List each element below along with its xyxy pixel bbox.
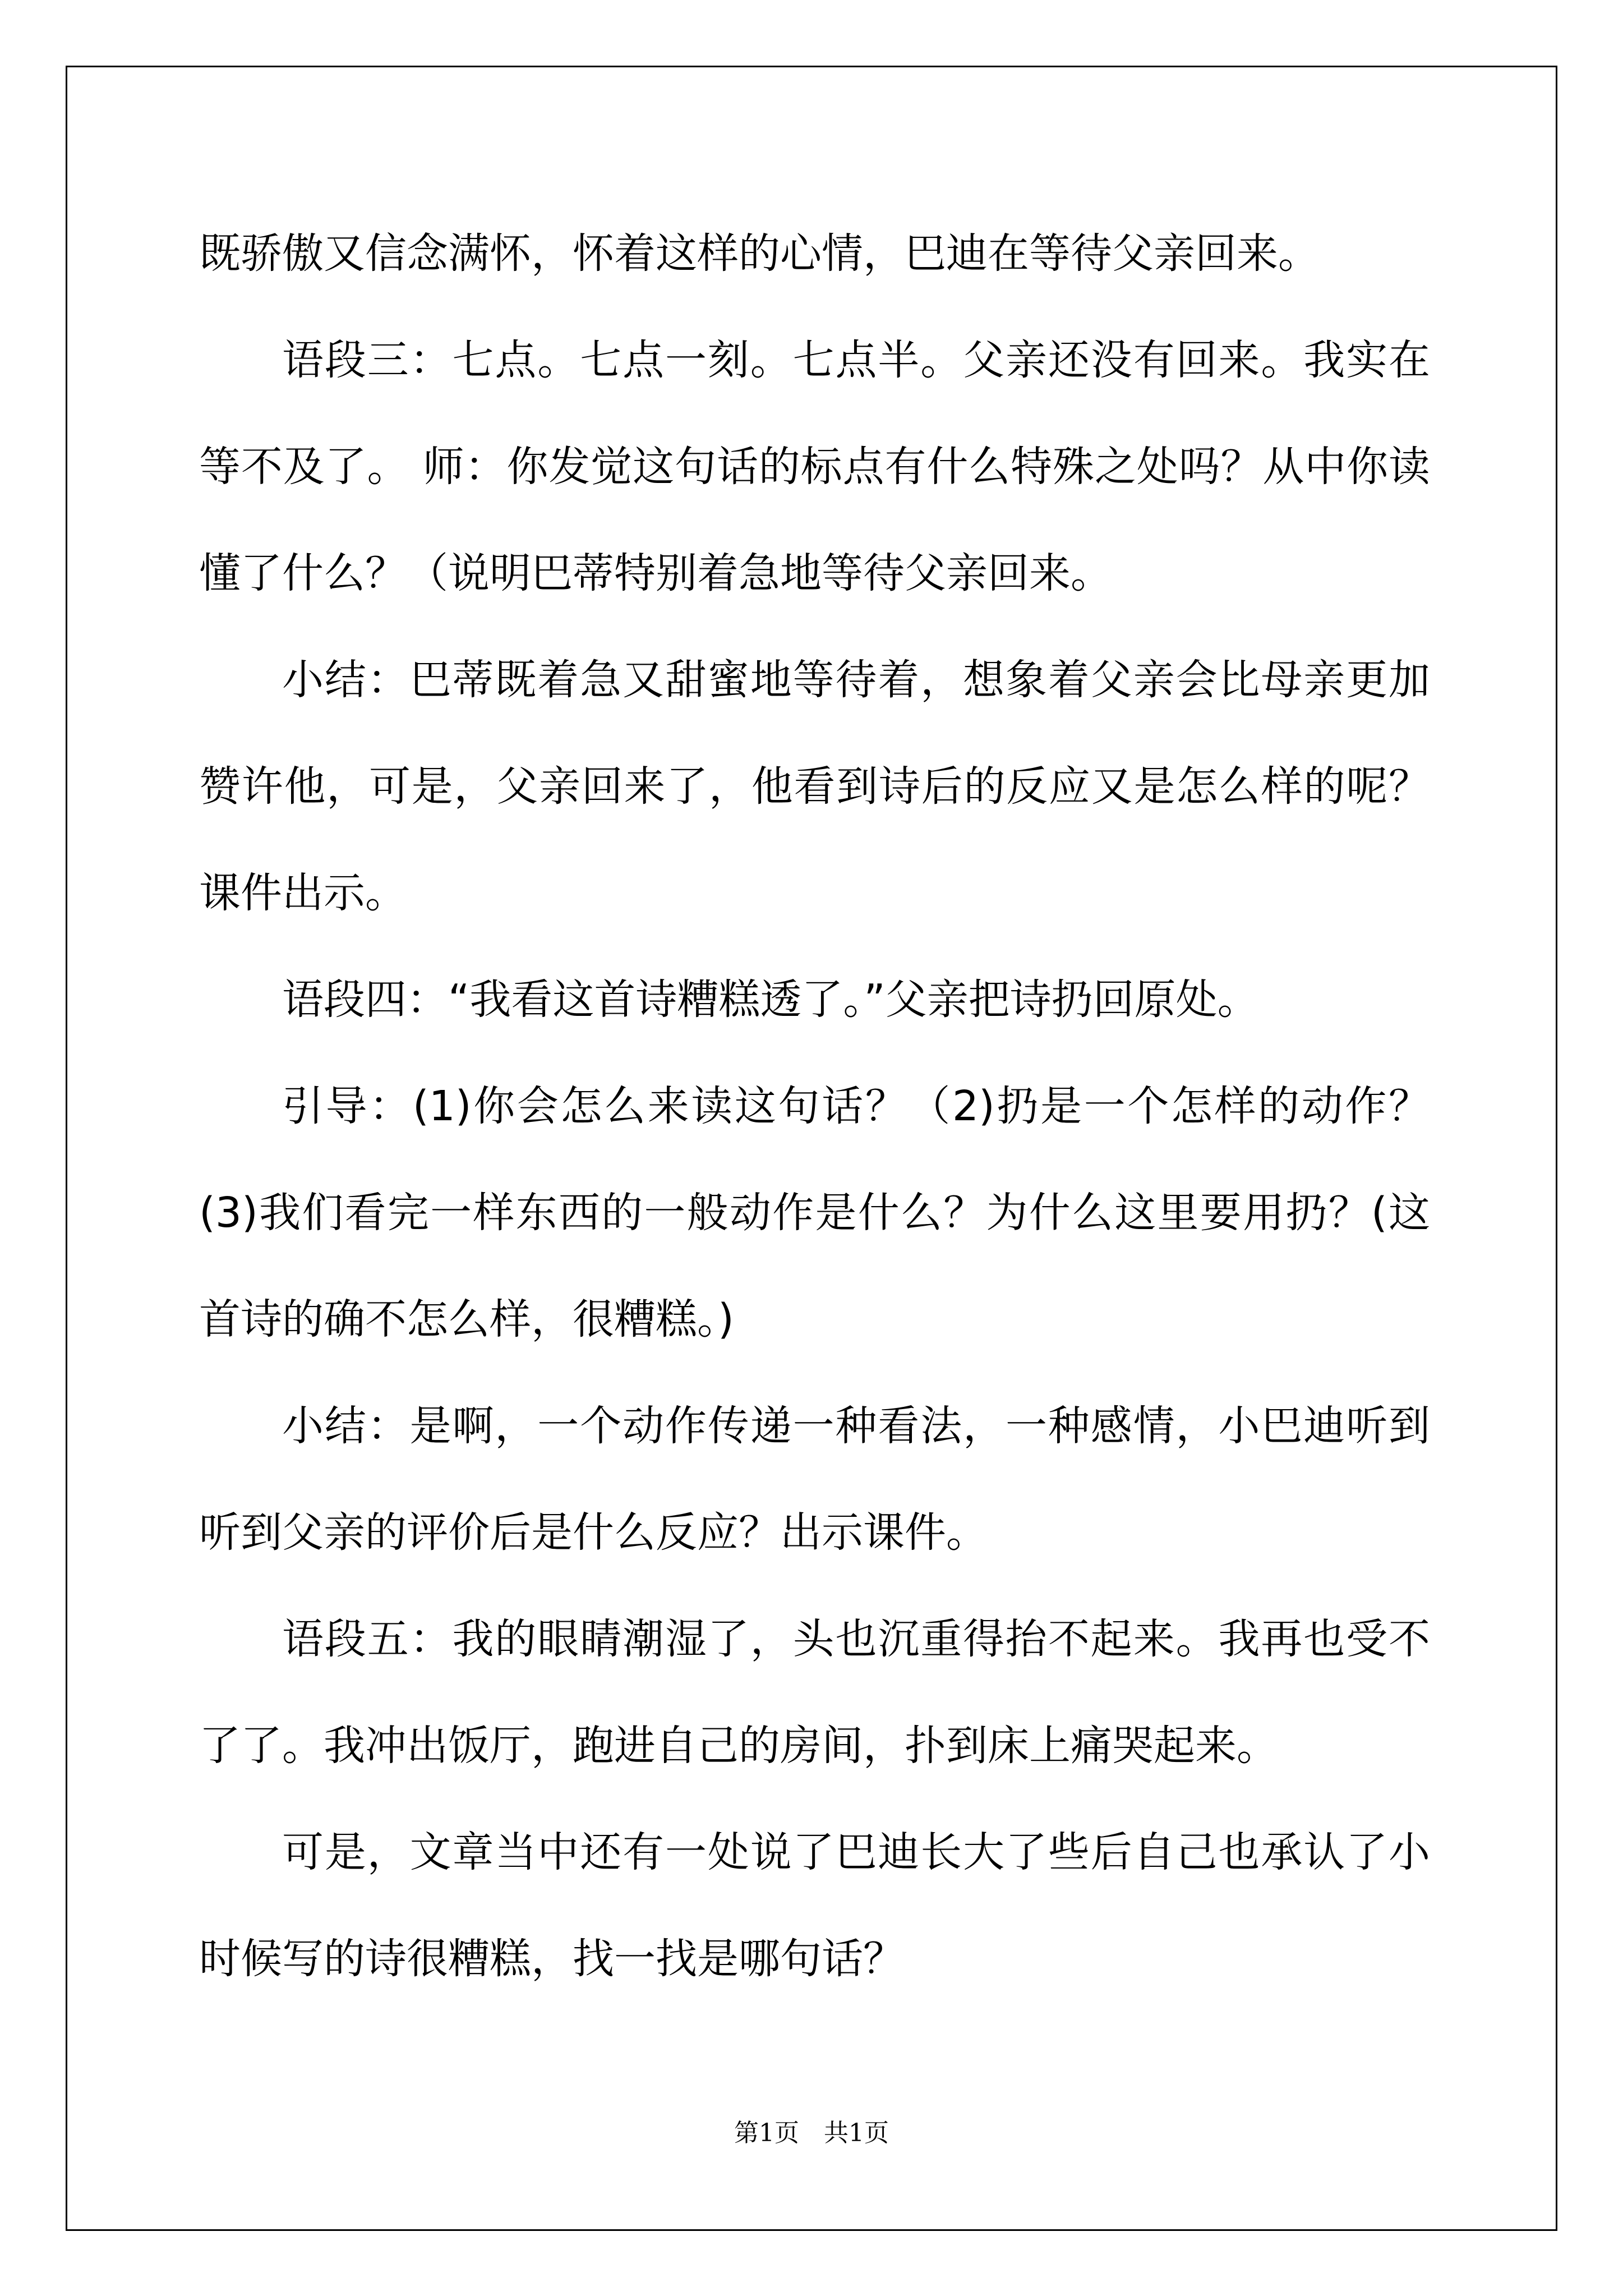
paragraph-4: 语段四：“我看这首诗糟糕透了。”父亲把诗扔回原处。 xyxy=(282,976,1259,1024)
paragraph-7: 语段五：我的眼睛潮湿了，头也沉重得抬不起来。我再也受不了了。我冲出饭厅，跑进自己的房间，扑到床上痛哭起来。 xyxy=(199,1615,1430,1770)
paragraph-1: 既骄傲又信念满怀，怀着这样的心情，巴迪在等待父亲回来。 xyxy=(199,229,1320,278)
paragraph-8: 可是，文章当中还有一处说了巴迪长大了些后自己也承认了小时候写的诗很糟糕，找一找是哪句话？ xyxy=(199,1828,1430,1983)
page-number-footer: 第1页 共1页 xyxy=(734,2119,889,2147)
document-body xyxy=(199,200,1430,2012)
paragraph-2: 语段三：七点。七点一刻。七点半。父亲还没有回来。我实在等不及了。 师：你发觉这句话的标点有什么特殊之处吗？从中你读懂了什么？（说明巴蒂特别着急地等待父亲回来。 xyxy=(199,336,1430,597)
paragraph-6: 小结：是啊，一个动作传递一种看法，一种感情，小巴迪听到听到父亲的评价后是什么反应？出示课件。 xyxy=(199,1402,1430,1557)
paragraph-5: 引导：(1)你会怎么来读这句话？（2)扔是一个怎样的动作？(3)我们看完一样东西的一般动作是什么？为什么这里要用扔？(这首诗的确不怎么样，很糟糕。) xyxy=(199,1082,1430,1343)
paragraph-3: 小结：巴蒂既着急又甜蜜地等待着，想象着父亲会比母亲更加赞许他，可是，父亲回来了，他看到诗后的反应又是怎么样的呢？课件出示。 xyxy=(199,656,1430,917)
